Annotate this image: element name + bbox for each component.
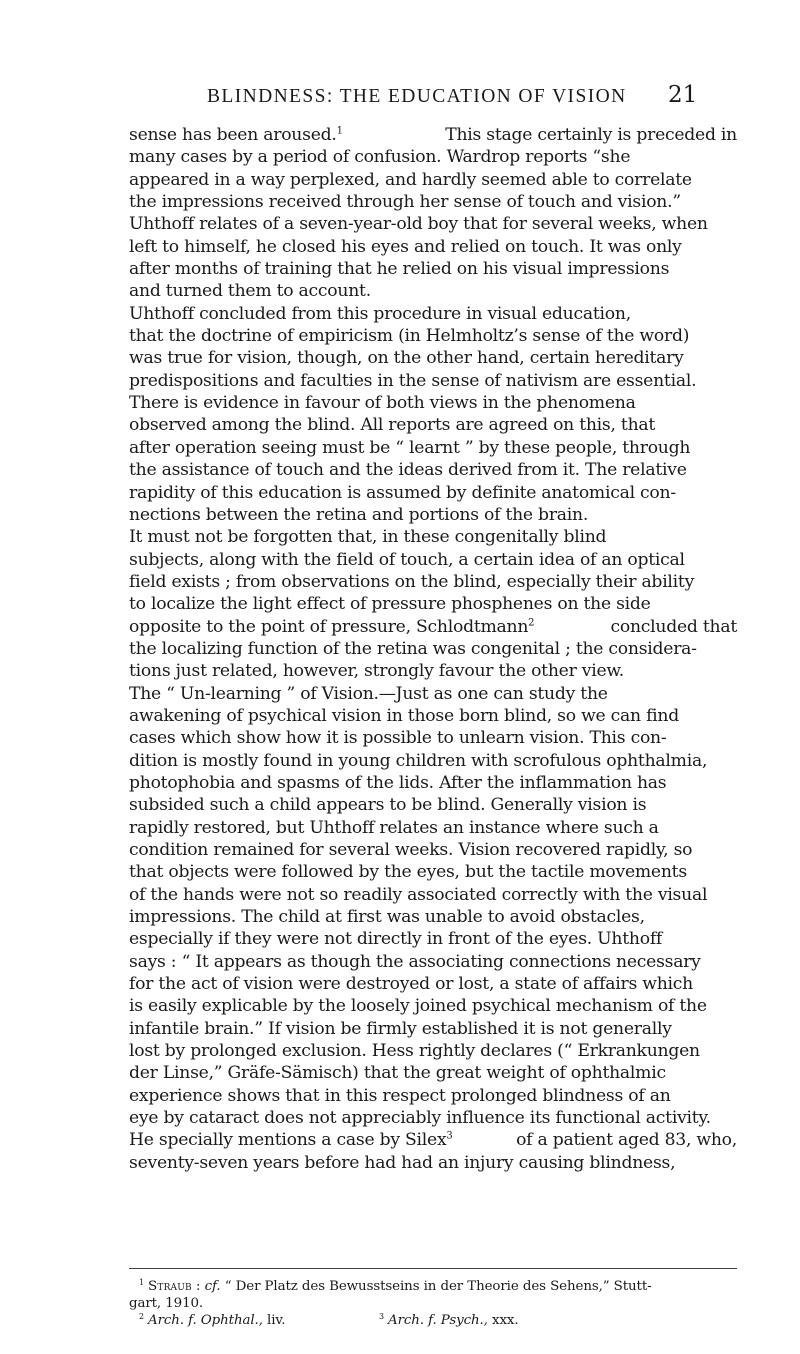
text-line: He specially mentions a case by Silex$^3$ of a patient aged 83, who, bbox=[129, 1130, 737, 1151]
text-line: says : “ It appears as though the associating connections necessary bbox=[129, 951, 701, 972]
text-line: of the hands were not so readily associated correctly with the visual bbox=[129, 884, 708, 905]
text-line: Uhthoff concluded from this procedure in visual education, bbox=[129, 303, 631, 324]
text-line: eye by cataract does not appreciably influence its functional activity. bbox=[129, 1108, 711, 1129]
footnote-1-continued: gart, 1910. bbox=[129, 1296, 204, 1311]
text-line: opposite to the point of pressure, Schlodtmann$^2$ concluded that bbox=[129, 616, 737, 637]
text-line: der Linse,” Gräfe-Sämisch) that the great weight of ophthalmic bbox=[129, 1063, 666, 1084]
footnote-1: $^1$ Straub : cf. “ Der Platz des Bewusstseins in der Theorie des Sehens,” Stutt- bbox=[139, 1277, 652, 1294]
text-line: was true for vision, though, on the other hand, certain hereditary bbox=[129, 348, 684, 369]
text-line: infantile brain.” If vision be firmly established it is not generally bbox=[129, 1018, 672, 1039]
footnote-ref-1: 1 bbox=[336, 125, 343, 137]
text-line: that the doctrine of empiricism (in Helmholtz’s sense of the word) bbox=[129, 326, 690, 347]
footnote-ref-3: 3 bbox=[446, 1130, 453, 1142]
footnote-divider bbox=[129, 1268, 737, 1269]
footnote-2: $^2$ Arch. f. Ophthal., liv. bbox=[139, 1311, 286, 1328]
text-line: rapidity of this education is assumed by definite anatomical con- bbox=[129, 482, 676, 503]
text-line: is easily explicable by the loosely joined psychical mechanism of the bbox=[129, 996, 707, 1017]
text-line: subjects, along with the field of touch, a certain idea of an optical bbox=[129, 549, 685, 570]
text-line: tions just related, however, strongly favour the other view. bbox=[129, 661, 625, 682]
text-line: the localizing function of the retina was congenital ; the considera- bbox=[129, 638, 697, 659]
text-line: many cases by a period of confusion. Wardrop reports “she bbox=[129, 147, 631, 168]
text-line: There is evidence in favour of both views in the phenomena bbox=[129, 393, 636, 414]
text-line: left to himself, he closed his eyes and relied on touch. It was only bbox=[129, 236, 682, 257]
text-line: nections between the retina and portions of the brain. bbox=[129, 504, 589, 525]
text-line: predispositions and faculties in the sense of nativism are essential. bbox=[129, 370, 697, 391]
text-line: that objects were followed by the eyes, but the tactile movements bbox=[129, 862, 687, 883]
text-line: cases which show how it is possible to unlearn vision. This con- bbox=[129, 728, 667, 749]
text-line: after months of training that he relied on his visual impressions bbox=[129, 259, 670, 280]
text-line: photophobia and spasms of the lids. After the inflammation has bbox=[129, 772, 667, 793]
text-line: appeared in a way perplexed, and hardly seemed able to correlate bbox=[129, 169, 692, 190]
running-head: BLINDNESS: THE EDUCATION OF VISION bbox=[207, 86, 627, 107]
text-line: Uhthoff relates of a seven-year-old boy that for several weeks, when bbox=[129, 214, 708, 235]
text-line: subsided such a child appears to be blind. Generally vision is bbox=[129, 795, 647, 816]
text-line: sense has been aroused.$^1$ This stage certainly is preceded in bbox=[129, 125, 737, 145]
text-line: seventy-seven years before had had an injury causing blindness, bbox=[129, 1152, 676, 1173]
body-text bbox=[129, 124, 737, 1174]
text-line: the assistance of touch and the ideas derived from it. The relative bbox=[129, 460, 687, 481]
text-line: after operation seeing must be “ learnt ” by these people, through bbox=[129, 437, 691, 458]
footnotes-2-3 bbox=[129, 1312, 737, 1329]
text-line: impressions. The child at first was unable to avoid obstacles, bbox=[129, 907, 645, 928]
text-line: It must not be forgotten that, in these congenitally blind bbox=[129, 527, 607, 548]
page-header bbox=[0, 82, 800, 112]
text-line: rapidly restored, but Uhthoff relates an instance where such a bbox=[129, 817, 659, 838]
text-line: field exists ; from observations on the blind, especially their ability bbox=[129, 571, 695, 592]
text-line: especially if they were not directly in front of the eyes. Uhthoff bbox=[129, 929, 663, 950]
text-line: observed among the blind. All reports are agreed on this, that bbox=[129, 415, 656, 436]
footnote-3: $^3$ Arch. f. Psych., xxx. bbox=[379, 1311, 519, 1328]
text-line: to localize the light effect of pressure phosphenes on the side bbox=[129, 594, 651, 615]
text-line: experience shows that in this respect prolonged blindness of an bbox=[129, 1085, 671, 1106]
page-number: 21 bbox=[668, 82, 698, 108]
text-line: condition remained for several weeks. Vision recovered rapidly, so bbox=[129, 840, 693, 860]
text-line: for the act of vision were destroyed or lost, a state of affairs which bbox=[129, 974, 693, 995]
text-line: and turned them to account. bbox=[129, 281, 371, 302]
text-line: awakening of psychical vision in those born blind, so we can find bbox=[129, 705, 679, 726]
text-line: lost by prolonged exclusion. Hess rightly declares (“ Erkrankungen bbox=[129, 1041, 700, 1062]
footnote-ref-2: 2 bbox=[528, 616, 535, 628]
text-line: dition is mostly found in young children with scrofulous ophthalmia, bbox=[129, 750, 708, 771]
section-heading-line: The “ Un-learning ” of Vision.—Just as one can study the bbox=[129, 683, 608, 704]
text-line: the impressions received through her sense of touch and vision.” bbox=[129, 192, 681, 213]
footnotes bbox=[129, 1278, 737, 1329]
